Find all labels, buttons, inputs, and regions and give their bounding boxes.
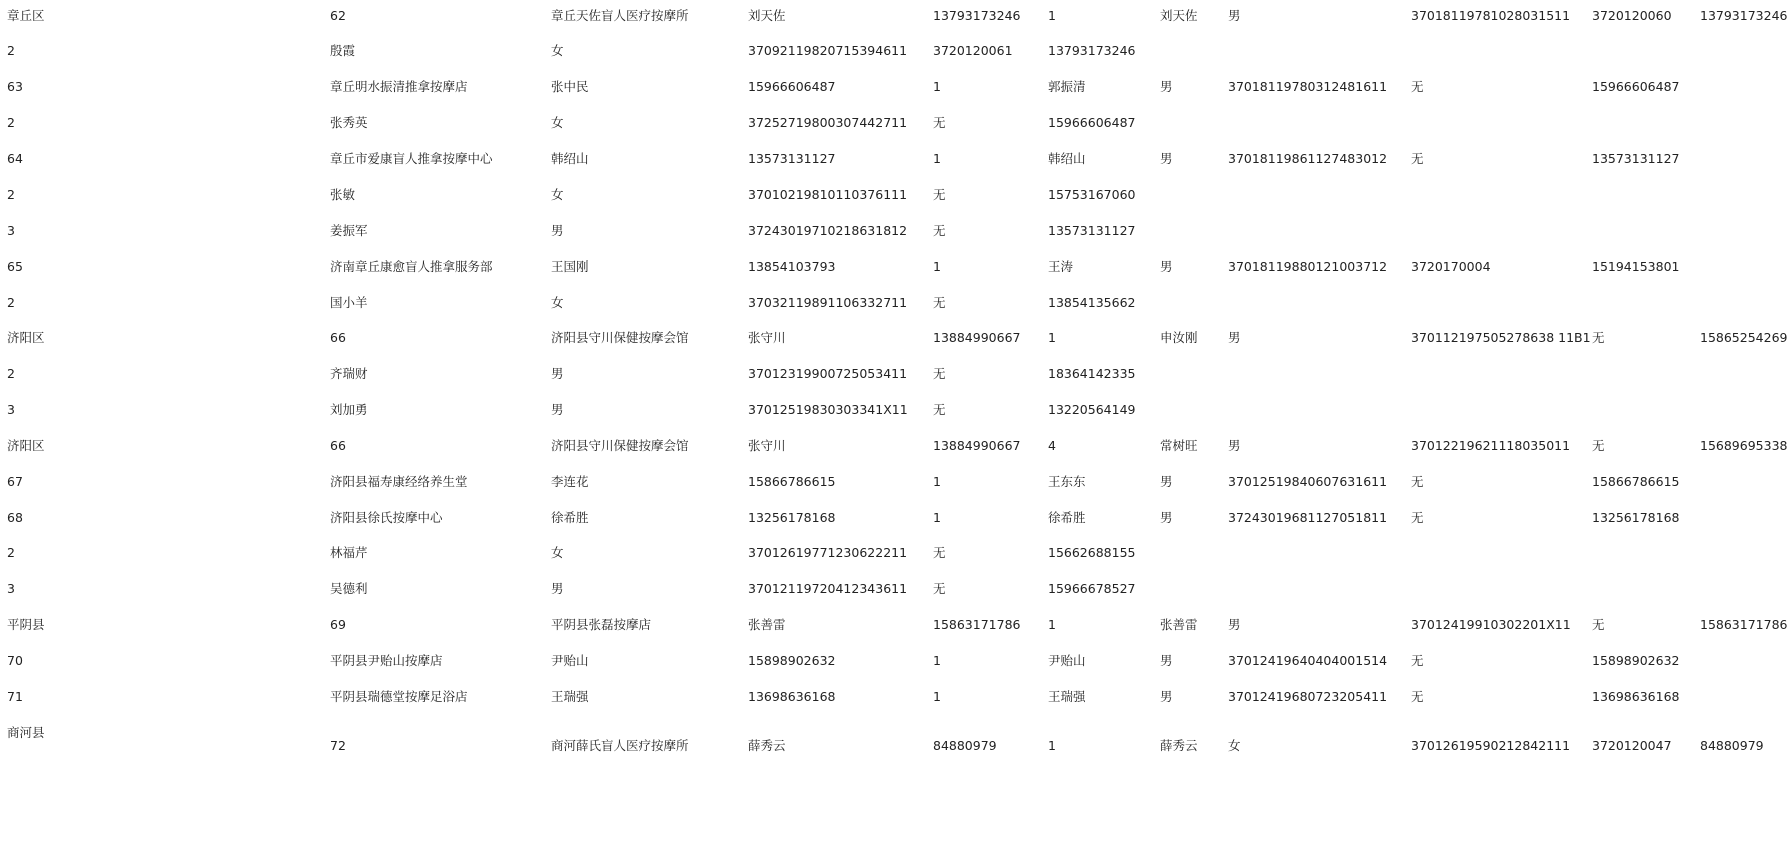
table-cell: 18364142335 <box>1048 366 1136 381</box>
table-cell: 郭振清 <box>1048 79 1086 94</box>
table-cell: 63 <box>7 79 23 94</box>
table-cell: 济阳区 <box>7 330 45 345</box>
table-cell: 70 <box>7 653 23 668</box>
table-cell: 无 <box>1592 330 1605 345</box>
table-cell: 男 <box>1228 330 1241 345</box>
table-cell: 张善雷 <box>748 617 786 632</box>
table-cell: 男 <box>1160 689 1173 704</box>
table-cell: 章丘天佐盲人医疗按摩所 <box>551 8 689 23</box>
table-cell: 37012319900725053411 <box>748 366 908 381</box>
table-cell: 无 <box>933 366 946 381</box>
table-cell: 张守川 <box>748 438 786 453</box>
table-cell: 无 <box>1411 653 1424 668</box>
table-cell: 无 <box>1411 689 1424 704</box>
table-row <box>0 113 1791 133</box>
table-cell: 13698636168 <box>748 689 836 704</box>
table-cell: 2 <box>7 366 15 381</box>
table-row <box>0 293 1791 313</box>
table-cell: 15194153801 <box>1592 259 1680 274</box>
table-cell: 1 <box>933 151 941 166</box>
table-cell: 1 <box>933 510 941 525</box>
table-cell: 无 <box>1592 438 1605 453</box>
table-cell: 王涛 <box>1048 259 1074 274</box>
table-cell: 37018119861127483012 <box>1228 151 1388 166</box>
table-cell: 13854103793 <box>748 259 836 274</box>
table-cell: 37018119780312481611 <box>1228 79 1388 94</box>
table-cell: 济阳县徐氏按摩中心 <box>330 510 443 525</box>
table-cell: 男 <box>551 402 564 417</box>
table-cell: 13793173246 <box>1048 43 1136 58</box>
table-cell: 张中民 <box>551 79 589 94</box>
table-row <box>0 543 1791 563</box>
table-cell: 尹贻山 <box>1048 653 1086 668</box>
table-row <box>0 400 1791 420</box>
table-cell: 1 <box>933 79 941 94</box>
table-row <box>0 472 1791 492</box>
table-cell: 3 <box>7 581 15 596</box>
table-cell: 尹贻山 <box>551 653 589 668</box>
table-row <box>0 436 1791 456</box>
table-cell: 张敏 <box>330 187 356 202</box>
table-cell: 1 <box>933 653 941 668</box>
table-cell: 3 <box>7 402 15 417</box>
table-cell: 13854135662 <box>1048 295 1136 310</box>
table-cell: 无 <box>933 581 946 596</box>
table-cell: 张守川 <box>748 330 786 345</box>
table-cell: 1 <box>1048 8 1056 23</box>
table-cell: 女 <box>551 295 564 310</box>
table-row <box>0 579 1791 599</box>
table-cell: 13698636168 <box>1592 689 1680 704</box>
table-cell: 男 <box>551 366 564 381</box>
table-cell: 3720120060 <box>1592 8 1672 23</box>
table-cell: 37012219621118035011 <box>1411 438 1571 453</box>
table-cell: 13256178168 <box>748 510 836 525</box>
table-row <box>0 185 1791 205</box>
table-cell: 37012419640404001514 <box>1228 653 1388 668</box>
table-cell: 2 <box>7 295 15 310</box>
table-cell: 平阴县瑞德堂按摩足浴店 <box>330 689 468 704</box>
table-cell: 15866786615 <box>1592 474 1680 489</box>
table-cell: 林福芹 <box>330 545 368 560</box>
table-cell: 15662688155 <box>1048 545 1136 560</box>
table-cell: 张善雷 <box>1160 617 1198 632</box>
table-cell: 无 <box>1411 474 1424 489</box>
table-cell: 男 <box>1160 510 1173 525</box>
table-cell: 章丘区 <box>7 8 45 23</box>
table-cell: 84880979 <box>1700 738 1764 753</box>
table-cell: 64 <box>7 151 23 166</box>
table-row <box>0 651 1791 671</box>
table-cell: 济南章丘康愈盲人推拿服务部 <box>330 259 493 274</box>
table-cell: 无 <box>933 187 946 202</box>
table-cell: 国小羊 <box>330 295 368 310</box>
table-cell: 姜振军 <box>330 223 368 238</box>
table-cell: 无 <box>933 115 946 130</box>
table-cell: 37243019681127051811 <box>1228 510 1388 525</box>
table-row <box>0 6 1791 26</box>
table-cell: 徐希胜 <box>551 510 589 525</box>
table-cell: 张秀英 <box>330 115 368 130</box>
table-cell: 男 <box>1228 8 1241 23</box>
table-cell: 无 <box>933 223 946 238</box>
table-cell: 吴德利 <box>330 581 368 596</box>
table-cell: 13793173246 <box>1700 8 1788 23</box>
table-cell: 1 <box>1048 617 1056 632</box>
table-cell: 平阴县张磊按摩店 <box>551 617 652 632</box>
table-cell: 徐希胜 <box>1048 510 1086 525</box>
table-cell: 37012519840607631611 <box>1228 474 1388 489</box>
table-cell: 济阳区 <box>7 438 45 453</box>
table-cell: 13220564149 <box>1048 402 1136 417</box>
table-row <box>0 364 1791 384</box>
table-cell: 2 <box>7 187 15 202</box>
table-cell: 济阳县福寿康经络养生堂 <box>330 474 468 489</box>
table-cell: 1 <box>1048 330 1056 345</box>
table-cell: 女 <box>551 545 564 560</box>
table-row <box>0 257 1791 277</box>
table-cell: 13884990667 <box>933 438 1021 453</box>
table-cell: 王东东 <box>1048 474 1086 489</box>
table-cell: 15966678527 <box>1048 581 1136 596</box>
table-cell: 济阳县守川保健按摩会馆 <box>551 438 689 453</box>
table-cell: 男 <box>1160 259 1173 274</box>
table-cell: 3 <box>7 223 15 238</box>
table-cell: 男 <box>1160 474 1173 489</box>
table-cell: 15753167060 <box>1048 187 1136 202</box>
table-cell: 1 <box>933 689 941 704</box>
table-row <box>0 736 1791 756</box>
table-cell: 37018119781028031511 <box>1411 8 1571 23</box>
table-row <box>0 328 1791 348</box>
table-cell: 37252719800307442711 <box>748 115 908 130</box>
table-cell: 84880979 <box>933 738 997 753</box>
table-cell: 4 <box>1048 438 1056 453</box>
table-cell: 男 <box>1160 79 1173 94</box>
table-cell: 男 <box>1228 438 1241 453</box>
table-cell: 无 <box>1411 151 1424 166</box>
table-cell: 37032119891106332711 <box>748 295 908 310</box>
table-cell: 无 <box>1411 510 1424 525</box>
table-cell: 商河薛氏盲人医疗按摩所 <box>551 738 689 753</box>
table-cell: 37012519830303341X11 <box>748 402 908 417</box>
table-cell: 章丘市爱康盲人推拿按摩中心 <box>330 151 493 166</box>
table-cell: 37012419680723205411 <box>1228 689 1388 704</box>
table-cell: 男 <box>1160 653 1173 668</box>
table-cell: 韩绍山 <box>551 151 589 166</box>
table-cell: 71 <box>7 689 23 704</box>
table-cell: 72 <box>330 738 346 753</box>
table-cell: 济阳县守川保健按摩会馆 <box>551 330 689 345</box>
table-cell: 37012619771230622211 <box>748 545 908 560</box>
table-row <box>0 615 1791 635</box>
table-row <box>0 687 1791 707</box>
table-cell: 男 <box>551 223 564 238</box>
table-cell: 韩绍山 <box>1048 151 1086 166</box>
table-cell: 常树旺 <box>1160 438 1198 453</box>
table-cell: 王瑞强 <box>551 689 589 704</box>
table-cell: 1 <box>933 259 941 274</box>
table-cell: 商河县 <box>7 725 45 740</box>
table-row <box>0 149 1791 169</box>
table-cell: 66 <box>330 330 346 345</box>
table-cell: 章丘明水振清推拿按摩店 <box>330 79 468 94</box>
table-cell: 男 <box>1160 151 1173 166</box>
table-row <box>0 77 1791 97</box>
table-cell: 李连花 <box>551 474 589 489</box>
table-row <box>0 221 1791 241</box>
table-cell: 齐瑞财 <box>330 366 368 381</box>
table-cell: 37018119880121003712 <box>1228 259 1388 274</box>
table-cell: 3720170004 <box>1411 259 1491 274</box>
table-cell: 2 <box>7 545 15 560</box>
table-cell: 男 <box>551 581 564 596</box>
table-cell: 66 <box>330 438 346 453</box>
table-cell: 15966606487 <box>1592 79 1680 94</box>
table-cell: 15863171786 <box>933 617 1021 632</box>
table-cell: 15898902632 <box>1592 653 1680 668</box>
table-cell: 15966606487 <box>748 79 836 94</box>
table-cell: 13573131127 <box>748 151 836 166</box>
table-cell: 13573131127 <box>1048 223 1136 238</box>
table-cell: 370112197505278638 11B1 <box>1411 330 1591 345</box>
table-cell: 15689695338 <box>1700 438 1788 453</box>
table-cell: 37012619590212842111 <box>1411 738 1571 753</box>
table-cell: 王国刚 <box>551 259 589 274</box>
table-row <box>0 41 1791 61</box>
table-cell: 女 <box>1228 738 1241 753</box>
table-cell: 15966606487 <box>1048 115 1136 130</box>
table-cell: 15898902632 <box>748 653 836 668</box>
table-cell: 3720120047 <box>1592 738 1672 753</box>
table-cell: 2 <box>7 43 15 58</box>
table-cell: 67 <box>7 474 23 489</box>
table-cell: 薛秀云 <box>1160 738 1198 753</box>
table-cell: 女 <box>551 43 564 58</box>
table-cell: 无 <box>1411 79 1424 94</box>
table-cell: 女 <box>551 115 564 130</box>
table-cell: 刘天佐 <box>1160 8 1198 23</box>
table-cell: 15865254269 <box>1700 330 1788 345</box>
table-cell: 女 <box>551 187 564 202</box>
table-cell: 平阴县尹贻山按摩店 <box>330 653 443 668</box>
table-row <box>0 508 1791 528</box>
table-cell: 13573131127 <box>1592 151 1680 166</box>
table-cell: 殷霞 <box>330 43 356 58</box>
table-cell: 15866786615 <box>748 474 836 489</box>
table-cell: 申汝刚 <box>1160 330 1198 345</box>
table-cell: 13256178168 <box>1592 510 1680 525</box>
table-cell: 13793173246 <box>933 8 1021 23</box>
table-cell: 无 <box>933 545 946 560</box>
table-cell: 1 <box>1048 738 1056 753</box>
table-cell: 无 <box>933 295 946 310</box>
table-cell: 刘加勇 <box>330 402 368 417</box>
table-cell: 刘天佐 <box>748 8 786 23</box>
table-cell: 37010219810110376111 <box>748 187 908 202</box>
table-cell: 无 <box>933 402 946 417</box>
table-cell: 薛秀云 <box>748 738 786 753</box>
table-cell: 37243019710218631812 <box>748 223 908 238</box>
table-cell: 1 <box>933 474 941 489</box>
table-cell: 无 <box>1592 617 1605 632</box>
table-cell: 王瑞强 <box>1048 689 1086 704</box>
table-cell: 15863171786 <box>1700 617 1788 632</box>
table-cell: 37012419910302201X11 <box>1411 617 1571 632</box>
table-cell: 2 <box>7 115 15 130</box>
table-cell: 62 <box>330 8 346 23</box>
table-cell: 65 <box>7 259 23 274</box>
table-cell: 男 <box>1228 617 1241 632</box>
table-cell: 69 <box>330 617 346 632</box>
table-cell: 平阴县 <box>7 617 45 632</box>
table-cell: 13884990667 <box>933 330 1021 345</box>
table-cell: 68 <box>7 510 23 525</box>
table-cell: 37092119820715394611 <box>748 43 908 58</box>
table-cell: 3720120061 <box>933 43 1013 58</box>
table-cell: 37012119720412343611 <box>748 581 908 596</box>
